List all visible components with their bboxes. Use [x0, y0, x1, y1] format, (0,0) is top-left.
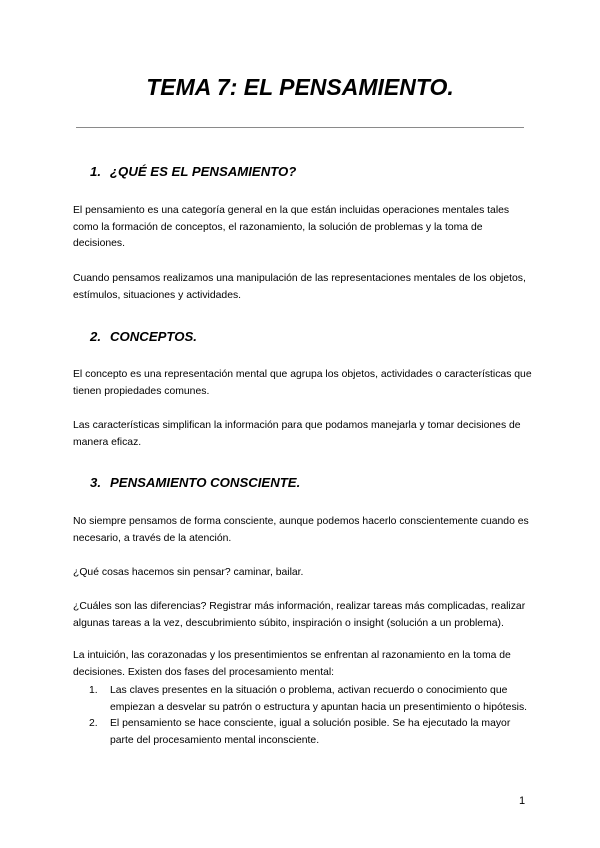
section-2-title: CONCEPTOS.	[110, 329, 197, 344]
section-3-paragraph-4: La intuición, las corazonadas y los presentimientos se enfrentan al razonamiento en la toma de decisiones. Existen dos fases del procesamiento mental:	[73, 650, 511, 678]
section-1-paragraph-2: Cuando pensamos realizamos una manipulación de las representaciones mentales de los objetos, estímulos, situaciones y actividades.	[73, 273, 526, 301]
section-3-number: 3.	[90, 475, 101, 490]
section-2-paragraph-2: Las características simplifican la información para que podamos manejarla y tomar decisiones de manera eficaz.	[73, 420, 521, 448]
section-3-paragraph-1: No siempre pensamos de forma consciente, aunque podemos hacerlo conscientemente cuando es necesario, a través de la atención.	[73, 516, 529, 544]
section-2-number: 2.	[90, 329, 101, 344]
document-title: TEMA 7: EL PENSAMIENTO.	[146, 74, 454, 100]
list-item-number: 2.	[89, 718, 98, 729]
list-item-text: Las claves presentes en la situación o problema, activan recuerdo o conocimiento que empiezan a desvelar su patrón o estructura y apuntan hacia un presentimiento o hipótesis.	[110, 685, 528, 713]
section-1-paragraph-1: El pensamiento es una categoría general en la que están incluidas operaciones mentales tales como la formación de conceptos, el razonamiento, la solución de problemas y la toma de decisiones.	[73, 205, 510, 249]
section-3-heading	[90, 475, 300, 490]
section-1-title: ¿QUÉ ES EL PENSAMIENTO?	[110, 164, 297, 179]
list-item-number: 1.	[89, 685, 98, 696]
section-1-heading	[90, 164, 296, 179]
list-item	[73, 716, 533, 749]
section-2-paragraph-1: El concepto es una representación mental que agrupa los objetos, actividades o características que tienen propiedades comunes.	[73, 369, 532, 397]
processing-phases-list	[73, 683, 533, 749]
section-3-title: PENSAMIENTO CONSCIENTE.	[110, 475, 301, 490]
section-3-paragraph-2: ¿Qué cosas hacemos sin pensar? caminar, bailar.	[73, 567, 304, 578]
section-2-heading	[90, 329, 197, 344]
page-number: 1	[519, 795, 526, 807]
title-divider	[76, 127, 524, 128]
list-item-text: El pensamiento se hace consciente, igual a solución posible. Se ha ejecutado la mayor parte del procesamiento mental inconsciente.	[110, 718, 511, 746]
list-item	[73, 683, 533, 716]
section-3-paragraph-3: ¿Cuáles son las diferencias? Registrar más información, realizar tareas más complicadas, realizar algunas tareas a la vez, descubrimiento súbito, inspiración o insight (solución a un problema).	[73, 601, 526, 629]
section-1-number: 1.	[90, 164, 101, 179]
